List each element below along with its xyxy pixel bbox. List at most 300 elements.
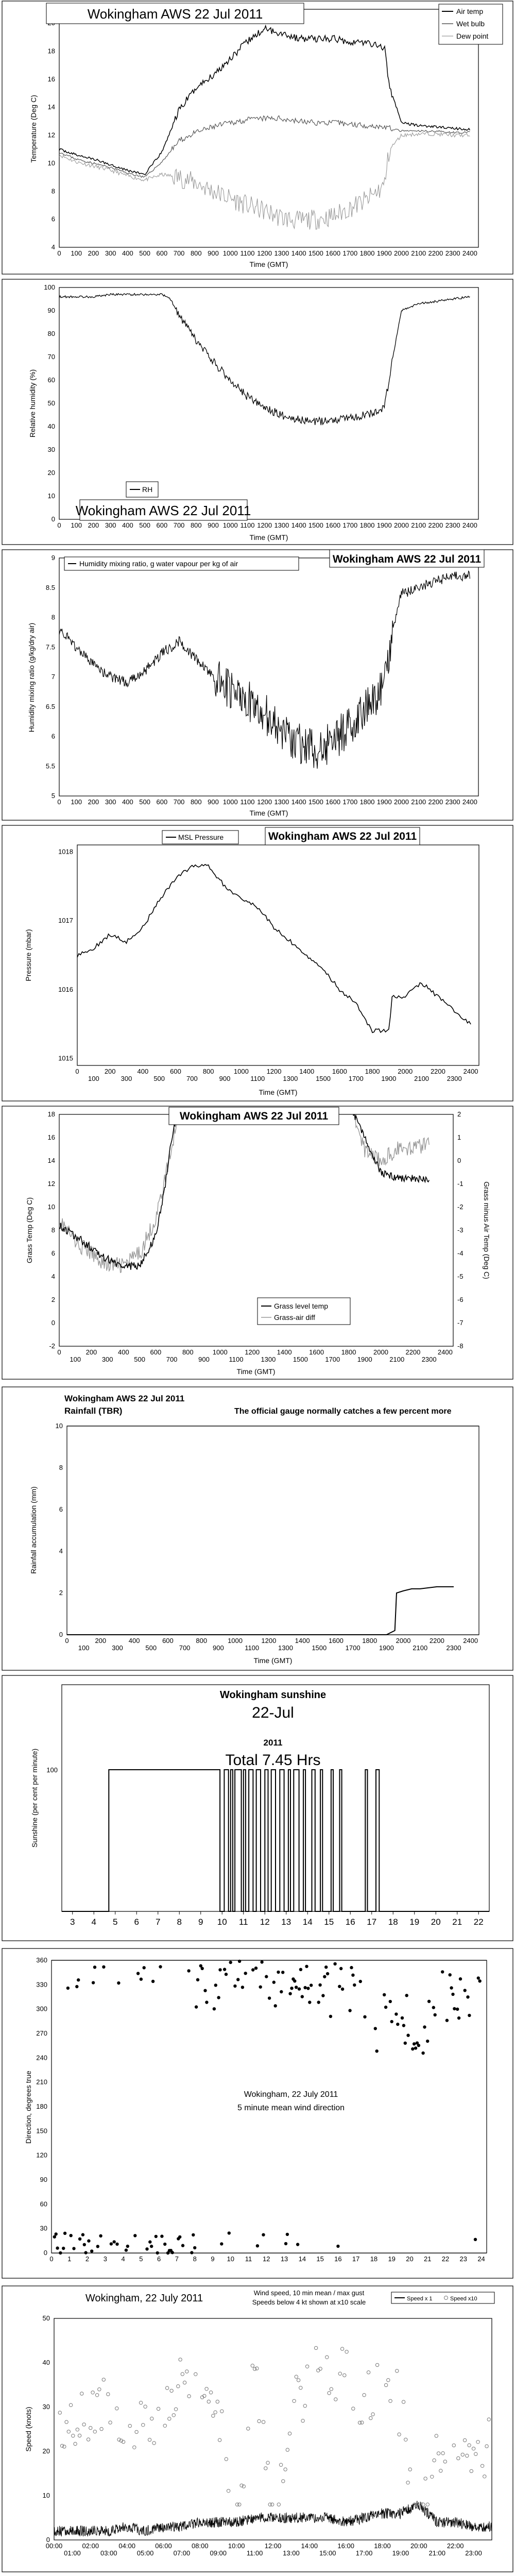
wind-direction-point bbox=[92, 1981, 95, 1984]
x-tick-300: 300 bbox=[121, 1075, 132, 1082]
x-tick-400: 400 bbox=[122, 249, 133, 257]
temperature-chart bbox=[0, 0, 515, 276]
wind-direction-point bbox=[117, 1981, 120, 1985]
sunshine-chart bbox=[0, 1674, 515, 1942]
x-tick-16: 16 bbox=[345, 1917, 355, 1927]
y-tick-6.5: 6.5 bbox=[45, 702, 55, 710]
x-tick-24: 24 bbox=[477, 2255, 485, 2263]
x-tick-22: 22 bbox=[473, 1917, 484, 1927]
wind-direction-point bbox=[350, 1966, 353, 1969]
y-tick-12: 12 bbox=[47, 1180, 55, 1188]
x-tick-1400: 1400 bbox=[277, 1348, 292, 1356]
x-tick-2200: 2200 bbox=[428, 249, 443, 257]
y-tick-8: 8 bbox=[59, 1464, 63, 1471]
x-tick-900: 900 bbox=[219, 1075, 231, 1082]
wind-direction-point bbox=[286, 2233, 289, 2236]
y-tick-10: 10 bbox=[47, 1203, 55, 1211]
x-tick-12: 12 bbox=[263, 2255, 270, 2263]
y-tick-1015: 1015 bbox=[58, 1054, 73, 1062]
y-tick-4: 4 bbox=[51, 1273, 55, 1280]
x-tick-7: 7 bbox=[175, 2255, 179, 2263]
wind-direction-point bbox=[143, 1966, 146, 1969]
x-tick-0: 0 bbox=[75, 1067, 79, 1075]
x-tick-2300: 2300 bbox=[445, 798, 460, 806]
wind-direction-point bbox=[126, 2245, 129, 2248]
humidity-x-label: Time (GMT) bbox=[249, 533, 288, 541]
wind-direction-point bbox=[150, 2245, 153, 2248]
x-tick-15: 15 bbox=[324, 1917, 334, 1927]
y-tick-70: 70 bbox=[47, 353, 55, 361]
x-tick-14: 14 bbox=[302, 1917, 313, 1927]
x-tick-1000: 1000 bbox=[222, 521, 238, 529]
x-tick-1100: 1100 bbox=[250, 1075, 265, 1082]
grass-temp-x-label: Time (GMT) bbox=[236, 1367, 276, 1376]
wind-direction-point bbox=[156, 2251, 159, 2255]
wind-direction-point bbox=[259, 1986, 262, 1989]
x-tick-1800: 1800 bbox=[341, 1348, 356, 1356]
y-tick-0: 0 bbox=[51, 515, 55, 523]
x-tick-16: 16 bbox=[334, 2255, 342, 2263]
x-tick-2100: 2100 bbox=[411, 521, 426, 529]
x-tick-23:00: 23:00 bbox=[465, 2549, 482, 2557]
wind-direction-point bbox=[323, 1975, 326, 1978]
x-tick-13: 13 bbox=[281, 1917, 291, 1927]
y-tick-0: 0 bbox=[51, 1319, 55, 1327]
wind-direction-point bbox=[187, 1969, 190, 1972]
wind-direction-point bbox=[441, 1970, 444, 1973]
sunshine-year: 2011 bbox=[263, 1738, 283, 1748]
wind-direction-point bbox=[228, 2231, 231, 2234]
legend-dew-point: Dew point bbox=[456, 32, 489, 40]
x-tick-06:00: 06:00 bbox=[155, 2542, 172, 2550]
x-tick-700: 700 bbox=[186, 1075, 198, 1082]
pressure-chart-panel bbox=[0, 824, 515, 1103]
sunshine-total: Total 7.45 Hrs bbox=[225, 1752, 321, 1769]
wind-direction-point bbox=[423, 2025, 426, 2028]
wind-direction-point bbox=[81, 2233, 84, 2236]
wind-direction-point bbox=[451, 1993, 454, 1996]
x-tick-1600: 1600 bbox=[325, 249, 341, 257]
x-tick-1500: 1500 bbox=[316, 1075, 331, 1082]
x-tick-100: 100 bbox=[78, 1644, 90, 1652]
x-tick-8: 8 bbox=[193, 2255, 197, 2263]
x-tick-0: 0 bbox=[57, 1348, 61, 1356]
x-tick-800: 800 bbox=[190, 521, 202, 529]
x-tick-2400: 2400 bbox=[462, 798, 477, 806]
x-tick-1300: 1300 bbox=[274, 521, 289, 529]
x-tick-1900: 1900 bbox=[376, 249, 392, 257]
x-tick-9: 9 bbox=[211, 2255, 215, 2263]
x-tick-03:00: 03:00 bbox=[100, 2549, 117, 2557]
wind-direction-point bbox=[434, 2013, 437, 2016]
wind-direction-point bbox=[262, 2233, 265, 2236]
pressure-chart bbox=[0, 824, 515, 1103]
x-tick-600: 600 bbox=[150, 1348, 162, 1356]
humidity-chart-panel bbox=[0, 278, 515, 546]
wind-direction-point bbox=[288, 1992, 291, 1995]
y2-tick--1: -1 bbox=[457, 1180, 464, 1188]
x-tick-1200: 1200 bbox=[245, 1348, 260, 1356]
x-tick-1900: 1900 bbox=[376, 521, 392, 529]
x-tick-17: 17 bbox=[352, 2255, 360, 2263]
wind-direction-point bbox=[133, 2234, 136, 2237]
y-tick-10: 10 bbox=[47, 159, 55, 167]
x-tick-900: 900 bbox=[208, 249, 219, 257]
y-tick-50: 50 bbox=[47, 399, 55, 407]
x-tick-01:00: 01:00 bbox=[64, 2549, 81, 2557]
wind-direction-point bbox=[125, 2248, 128, 2251]
x-tick-20:00: 20:00 bbox=[410, 2542, 427, 2550]
x-tick-1200: 1200 bbox=[257, 798, 272, 806]
x-tick-1400: 1400 bbox=[291, 521, 306, 529]
wind-direction-point bbox=[56, 2246, 59, 2249]
wind-direction-point bbox=[72, 2247, 75, 2250]
sunshine-chart-subtitle: 22-Jul bbox=[252, 1704, 294, 1721]
humidity-y-label: Relative humidity (%) bbox=[28, 369, 37, 438]
wind-direction-point bbox=[62, 2247, 65, 2250]
wind-direction-point bbox=[268, 1996, 271, 1999]
y2-tick--6: -6 bbox=[457, 1296, 464, 1303]
y-tick-0: 0 bbox=[43, 2249, 47, 2257]
x-tick-1700: 1700 bbox=[345, 1644, 360, 1652]
y-tick-10: 10 bbox=[55, 1422, 63, 1430]
wind-speed-chart-panel bbox=[0, 2285, 515, 2576]
x-tick-21: 21 bbox=[452, 1917, 462, 1927]
rainfall-annotation: The official gauge normally catches a few percent more bbox=[234, 1407, 452, 1416]
x-tick-2000: 2000 bbox=[398, 1067, 413, 1075]
wind-direction-point bbox=[321, 1994, 324, 1997]
x-tick-700: 700 bbox=[173, 249, 185, 257]
wind-direction-point bbox=[396, 2023, 399, 2026]
y-tick-2: 2 bbox=[51, 1296, 55, 1303]
sunshine-chart-title: Wokingham sunshine bbox=[219, 1689, 327, 1701]
wind-direction-point bbox=[453, 2007, 456, 2010]
x-tick-1200: 1200 bbox=[261, 1637, 277, 1645]
x-tick-600: 600 bbox=[156, 249, 168, 257]
x-tick-300: 300 bbox=[105, 798, 116, 806]
x-tick-2200: 2200 bbox=[428, 521, 443, 529]
y-tick-6: 6 bbox=[51, 215, 55, 223]
x-tick-1600: 1600 bbox=[325, 521, 341, 529]
wind-direction-point bbox=[293, 1979, 296, 1982]
wind-direction-point bbox=[324, 1965, 328, 1969]
wind-direction-point bbox=[251, 1968, 254, 1971]
rainfall-chart-title: Wokingham AWS 22 Jul 2011 bbox=[64, 1394, 185, 1403]
wind-direction-point bbox=[220, 2242, 223, 2245]
x-tick-1000: 1000 bbox=[212, 1348, 228, 1356]
y-tick-90: 90 bbox=[47, 307, 55, 314]
y2-tick--2: -2 bbox=[457, 1203, 464, 1211]
wind-direction-point bbox=[140, 1977, 143, 1980]
y2-tick--8: -8 bbox=[457, 1342, 464, 1350]
x-tick-1: 1 bbox=[67, 2255, 72, 2263]
wind-direction-point bbox=[70, 2234, 73, 2237]
x-tick-1600: 1600 bbox=[328, 1637, 344, 1645]
wind-direction-point bbox=[333, 1962, 336, 1965]
x-tick-1400: 1400 bbox=[299, 1067, 315, 1075]
x-tick-1500: 1500 bbox=[293, 1355, 308, 1363]
wind-direction-point bbox=[280, 1990, 283, 1993]
wind-direction-point bbox=[66, 1987, 70, 1990]
wind-direction-point bbox=[281, 1971, 284, 1974]
x-tick-10: 10 bbox=[217, 1917, 227, 1927]
x-tick-1100: 1100 bbox=[240, 798, 255, 806]
pressure-y-label: Pressure (mbar) bbox=[24, 929, 32, 981]
wind-direction-point bbox=[336, 2245, 339, 2248]
wind-direction-point bbox=[384, 2006, 387, 2009]
x-tick-3: 3 bbox=[103, 2255, 107, 2263]
wind-direction-point bbox=[265, 1975, 268, 1978]
y-tick-60: 60 bbox=[47, 376, 55, 384]
x-tick-1700: 1700 bbox=[348, 1075, 364, 1082]
x-tick-15:00: 15:00 bbox=[319, 2549, 336, 2557]
x-tick-2000: 2000 bbox=[396, 1637, 411, 1645]
x-tick-1700: 1700 bbox=[342, 798, 358, 806]
x-tick-1100: 1100 bbox=[245, 1644, 260, 1652]
x-tick-7: 7 bbox=[156, 1917, 161, 1927]
wind-direction-point bbox=[214, 1984, 217, 1987]
x-tick-0: 0 bbox=[57, 521, 61, 529]
humidity-chart-title: Wokingham AWS 22 Jul 2011 bbox=[75, 503, 251, 518]
grass-diff-y-label: Grass minus Air Temp (Deg C) bbox=[483, 1181, 491, 1279]
wind-direction-point bbox=[308, 2001, 311, 2004]
x-tick-700: 700 bbox=[166, 1355, 178, 1363]
x-tick-500: 500 bbox=[134, 1355, 145, 1363]
x-tick-1600: 1600 bbox=[309, 1348, 324, 1356]
y-tick-16: 16 bbox=[47, 75, 55, 83]
wind-direction-point bbox=[477, 1976, 480, 1979]
x-tick-1200: 1200 bbox=[257, 521, 272, 529]
wind-direction-point bbox=[159, 1965, 162, 1968]
wind-direction-point bbox=[145, 2247, 148, 2250]
x-tick-11: 11 bbox=[245, 2255, 252, 2263]
x-tick-6: 6 bbox=[157, 2255, 161, 2263]
x-tick-1100: 1100 bbox=[240, 249, 255, 257]
wind-direction-point bbox=[90, 2249, 93, 2252]
wind-direction-chart bbox=[0, 1947, 515, 2280]
wind-direction-point bbox=[413, 2042, 416, 2045]
x-tick-1900: 1900 bbox=[376, 798, 392, 806]
y2-tick-2: 2 bbox=[457, 1110, 461, 1118]
x-tick-0: 0 bbox=[57, 798, 61, 806]
wind-direction-point bbox=[63, 2232, 66, 2235]
x-tick-2200: 2200 bbox=[428, 798, 443, 806]
wind-direction-point bbox=[459, 1977, 462, 1980]
wind-direction-point bbox=[404, 2042, 407, 2045]
y2-tick-1: 1 bbox=[457, 1133, 461, 1141]
y-tick-5: 5 bbox=[51, 792, 55, 800]
x-tick-1500: 1500 bbox=[308, 798, 323, 806]
wind-direction-point bbox=[205, 2001, 208, 2004]
y-tick-30: 30 bbox=[42, 2403, 50, 2411]
x-tick-1300: 1300 bbox=[274, 798, 289, 806]
y-tick-6: 6 bbox=[51, 732, 55, 740]
wind-direction-point bbox=[329, 2015, 332, 2018]
wind-direction-point bbox=[229, 1961, 232, 1964]
wind-direction-point bbox=[254, 1967, 258, 1970]
x-tick-1900: 1900 bbox=[379, 1644, 394, 1652]
x-tick-500: 500 bbox=[139, 521, 150, 529]
legend-grass-level-temp: Grass level temp bbox=[274, 1302, 329, 1310]
x-tick-400: 400 bbox=[128, 1637, 140, 1645]
x-tick-300: 300 bbox=[112, 1644, 123, 1652]
x-tick-14: 14 bbox=[298, 2255, 306, 2263]
temperature-chart-panel bbox=[0, 0, 515, 276]
wind-direction-point bbox=[390, 2020, 393, 2023]
y-tick-100: 100 bbox=[44, 283, 55, 291]
wind-direction-point bbox=[317, 2001, 320, 2004]
x-tick-1000: 1000 bbox=[233, 1067, 249, 1075]
wind-direction-annotation-line2: 5 minute mean wind direction bbox=[237, 2104, 345, 2112]
wind-direction-point bbox=[402, 2024, 405, 2027]
x-tick-1800: 1800 bbox=[359, 521, 375, 529]
wind-direction-point bbox=[348, 2009, 351, 2012]
x-tick-1700: 1700 bbox=[325, 1355, 340, 1363]
legend-grass-air-diff: Grass-air diff bbox=[274, 1313, 315, 1321]
y-tick-100: 100 bbox=[46, 1766, 58, 1774]
grass-temp-y-label: Grass Temp (Deg C) bbox=[25, 1197, 33, 1264]
wind-direction-point bbox=[450, 1986, 453, 1989]
y-tick-20: 20 bbox=[47, 469, 55, 477]
x-tick-400: 400 bbox=[122, 521, 133, 529]
x-tick-1000: 1000 bbox=[222, 798, 238, 806]
y-tick-10: 10 bbox=[47, 492, 55, 500]
x-tick-800: 800 bbox=[190, 249, 202, 257]
wind-direction-point bbox=[260, 1960, 263, 1963]
y2-tick--3: -3 bbox=[457, 1226, 464, 1234]
x-tick-1000: 1000 bbox=[228, 1637, 243, 1645]
y2-tick--5: -5 bbox=[457, 1273, 464, 1280]
wind-direction-point bbox=[421, 2052, 424, 2055]
wind-direction-point bbox=[87, 2239, 90, 2242]
x-tick-2300: 2300 bbox=[421, 1355, 437, 1363]
x-tick-100: 100 bbox=[71, 249, 82, 257]
wind-direction-point bbox=[353, 1984, 356, 1987]
wind-direction-point bbox=[303, 1986, 306, 1989]
wind-direction-point bbox=[466, 1995, 469, 1998]
legend-wet-bulb: Wet bulb bbox=[456, 20, 485, 28]
wind-direction-point bbox=[432, 2006, 435, 2009]
x-tick-100: 100 bbox=[71, 798, 82, 806]
sunshine-y-label: Sunshine (per cent per minute) bbox=[30, 1748, 39, 1848]
x-tick-2400: 2400 bbox=[463, 1067, 478, 1075]
x-tick-1500: 1500 bbox=[312, 1644, 327, 1652]
x-tick-2100: 2100 bbox=[411, 249, 426, 257]
wind-direction-point bbox=[427, 2000, 431, 2003]
y-tick-240: 240 bbox=[36, 2054, 47, 2062]
wind-direction-point bbox=[256, 2244, 259, 2247]
wind-direction-point bbox=[195, 2005, 198, 2008]
x-tick-0: 0 bbox=[57, 249, 61, 257]
mixing-ratio-x-label: Time (GMT) bbox=[249, 809, 288, 817]
x-tick-600: 600 bbox=[156, 521, 168, 529]
wind-direction-point bbox=[244, 1972, 247, 1975]
x-tick-4: 4 bbox=[121, 2255, 125, 2263]
x-tick-600: 600 bbox=[156, 798, 168, 806]
wind-direction-point bbox=[113, 2240, 116, 2243]
y-tick-7.5: 7.5 bbox=[45, 643, 55, 651]
wind-direction-point bbox=[274, 2004, 277, 2007]
y-tick-90: 90 bbox=[40, 2176, 47, 2183]
y-tick-14: 14 bbox=[47, 103, 55, 111]
x-tick-12:00: 12:00 bbox=[264, 2542, 282, 2550]
y-tick-1016: 1016 bbox=[58, 985, 73, 993]
x-tick-21: 21 bbox=[424, 2255, 432, 2263]
y-tick-12: 12 bbox=[47, 131, 55, 139]
y-tick-270: 270 bbox=[36, 2029, 47, 2037]
wind-direction-point bbox=[478, 1979, 482, 1982]
x-tick-1200: 1200 bbox=[257, 249, 272, 257]
x-tick-2200: 2200 bbox=[429, 1637, 444, 1645]
y-tick-7: 7 bbox=[51, 673, 55, 681]
wind-direction-point bbox=[389, 2000, 392, 2003]
wind-direction-point bbox=[339, 1967, 342, 1970]
x-tick-17:00: 17:00 bbox=[355, 2549, 373, 2557]
x-tick-08:00: 08:00 bbox=[192, 2542, 209, 2550]
wind-direction-point bbox=[218, 1968, 221, 1971]
wind-direction-point bbox=[468, 2014, 471, 2017]
x-tick-2300: 2300 bbox=[445, 521, 460, 529]
wind-direction-point bbox=[193, 2246, 196, 2249]
wind-direction-point bbox=[351, 1974, 354, 1977]
y-tick-40: 40 bbox=[42, 2359, 50, 2366]
wind-direction-point bbox=[457, 2016, 460, 2020]
x-tick-11:00: 11:00 bbox=[246, 2549, 263, 2557]
x-tick-2300: 2300 bbox=[446, 1644, 461, 1652]
rainfall-x-label: Time (GMT) bbox=[253, 1656, 293, 1665]
x-tick-2100: 2100 bbox=[413, 1644, 428, 1652]
y-tick-150: 150 bbox=[36, 2127, 47, 2135]
pressure-chart-title: Wokingham AWS 22 Jul 2011 bbox=[268, 831, 417, 842]
wind-direction-point bbox=[290, 1987, 293, 1990]
x-tick-19:00: 19:00 bbox=[392, 2549, 409, 2557]
y-tick-210: 210 bbox=[36, 2078, 47, 2086]
y-tick-180: 180 bbox=[36, 2103, 47, 2110]
x-tick-04:00: 04:00 bbox=[118, 2542, 135, 2550]
x-tick-2: 2 bbox=[85, 2255, 90, 2263]
x-tick-2400: 2400 bbox=[463, 1637, 478, 1645]
y-tick-16: 16 bbox=[47, 1133, 55, 1141]
x-tick-18: 18 bbox=[388, 1917, 398, 1927]
wind-direction-point bbox=[181, 2244, 184, 2247]
x-tick-22: 22 bbox=[441, 2255, 450, 2263]
x-tick-5: 5 bbox=[139, 2255, 143, 2263]
x-tick-1100: 1100 bbox=[240, 521, 255, 529]
wind-direction-point bbox=[84, 2251, 87, 2254]
y-tick-300: 300 bbox=[36, 2005, 47, 2013]
wind-direction-point bbox=[426, 2040, 429, 2043]
x-tick-100: 100 bbox=[70, 1355, 81, 1363]
x-tick-2000: 2000 bbox=[394, 798, 409, 806]
x-tick-10:00: 10:00 bbox=[228, 2542, 245, 2550]
x-tick-09:00: 09:00 bbox=[210, 2549, 227, 2557]
wind-direction-point bbox=[192, 2233, 195, 2236]
y-tick-14: 14 bbox=[47, 1157, 55, 1164]
x-tick-1900: 1900 bbox=[381, 1075, 397, 1082]
x-tick-18:00: 18:00 bbox=[374, 2542, 391, 2550]
rainfall-chart-subtitle: Rainfall (TBR) bbox=[64, 1406, 123, 1416]
wind-direction-point bbox=[201, 1967, 204, 1970]
x-tick-800: 800 bbox=[190, 798, 202, 806]
legend-rh: RH bbox=[142, 485, 153, 494]
x-tick-200: 200 bbox=[88, 521, 99, 529]
wind-direction-point bbox=[55, 2232, 58, 2235]
y2-tick-0: 0 bbox=[457, 1157, 461, 1164]
wind-direction-point bbox=[305, 1965, 308, 1968]
mixing-ratio-chart bbox=[0, 549, 515, 822]
x-tick-12: 12 bbox=[260, 1917, 270, 1927]
humidity-chart bbox=[0, 278, 515, 546]
